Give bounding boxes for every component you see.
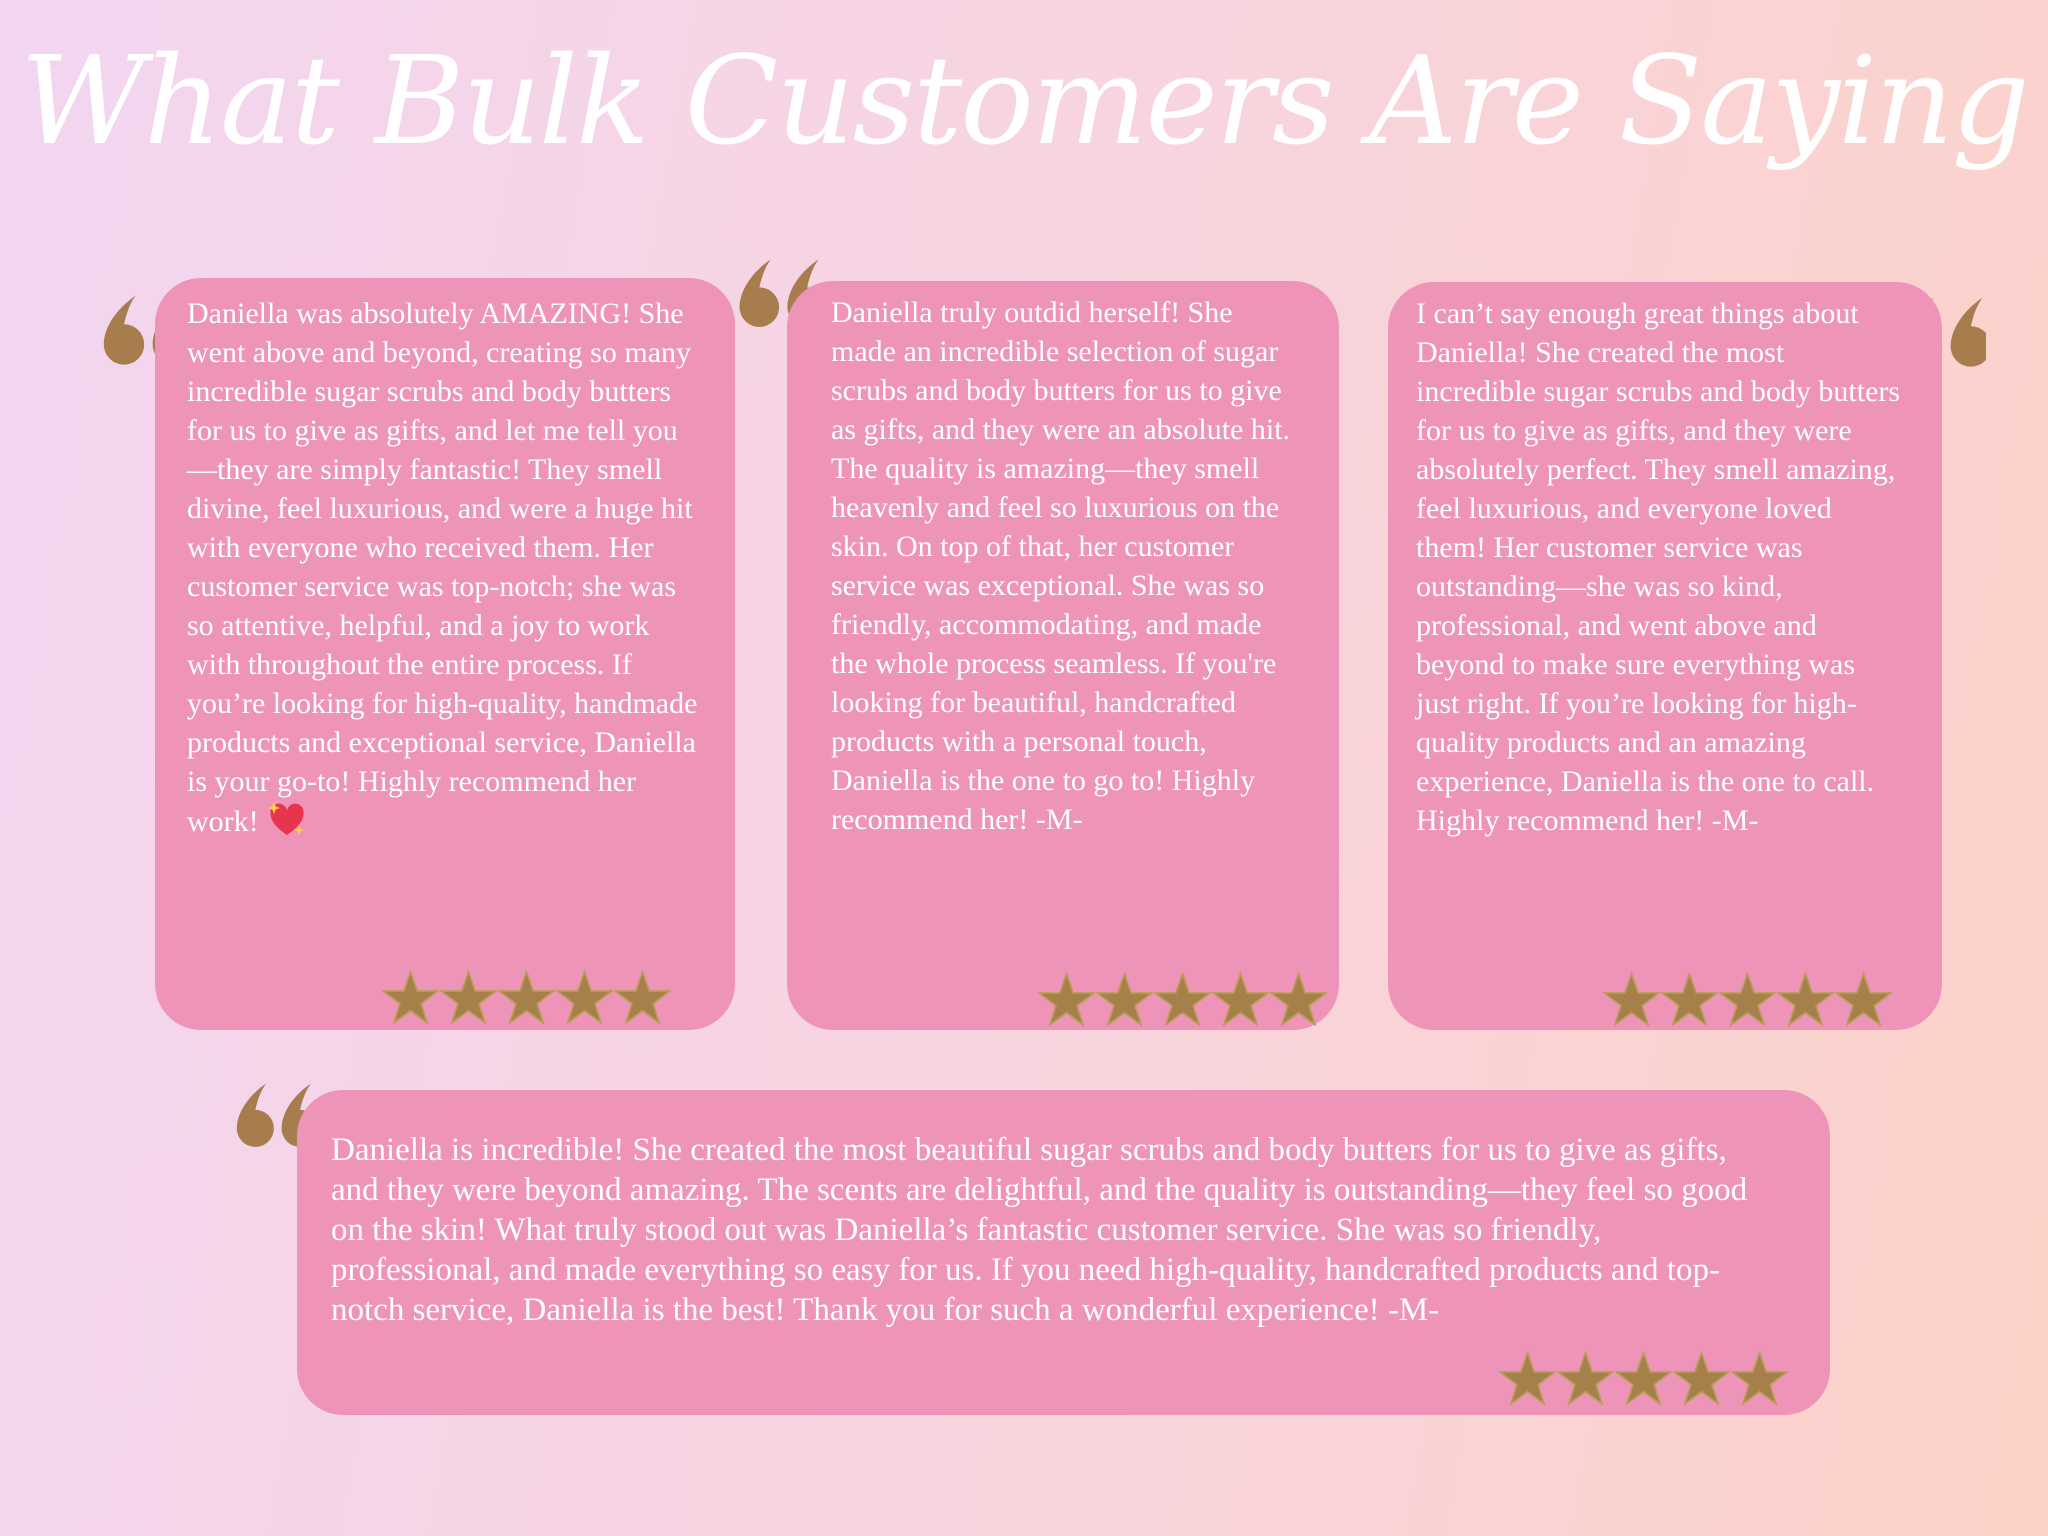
page-title: What Bulk Customers Are Saying [20, 30, 2028, 172]
star-icon [1499, 1351, 1556, 1405]
star-icon [1557, 1351, 1614, 1405]
star-icon [1731, 1351, 1788, 1405]
star-icon [1615, 1351, 1672, 1405]
testimonial-card-4 [297, 1090, 1830, 1415]
testimonial-card-3 [1388, 282, 1942, 1030]
testimonial-card-1 [155, 278, 735, 1030]
star-icon [1719, 972, 1776, 1026]
star-icon [1096, 972, 1153, 1026]
star-icon [1038, 972, 1095, 1026]
testimonial-card-2 [787, 281, 1339, 1030]
star-icon [1673, 1351, 1730, 1405]
testimonial-text: Daniella truly outdid herself! She made an incredible selection of sugar scrubs and body butters for us to give as gifts, and they were an absolute hit. The quality is amazing—they smell heavenly and feel so luxurious on the skin. On top of that, her customer service was exceptional. She was so friendly, accommodating, and made the whole process seamless. If you're looking for beautiful, handcrafted products with a personal touch, Daniella is the one to go to! Highly recommend her! -M- [831, 296, 1291, 836]
star-rating [1603, 972, 1892, 1026]
star-icon [382, 970, 439, 1024]
star-icon [556, 970, 613, 1024]
star-icon [1835, 972, 1892, 1026]
star-rating [1038, 972, 1327, 1026]
star-icon [1603, 972, 1660, 1026]
star-rating [1499, 1351, 1788, 1405]
star-icon [1154, 972, 1211, 1026]
star-rating [382, 970, 671, 1024]
star-icon [1270, 972, 1327, 1026]
sparkling-heart-icon [267, 801, 307, 848]
star-icon [1777, 972, 1834, 1026]
star-icon [498, 970, 555, 1024]
testimonial-text: Daniella was absolutely AMAZING! She went above and beyond, creating so many incredible sugar scrubs and body butters for us to give as gifts, and let me tell you—they are simply fantastic! They smell divine, feel luxurious, and were a huge hit with everyone who received them. Her customer service was top-notch; she was so attentive, helpful, and a joy to work with throughout the entire process. If you’re looking for high-quality, handmade products and exceptional service, Daniella is your go-to! Highly recommend her work! [187, 297, 698, 838]
star-icon [1212, 972, 1269, 1026]
testimonial-text: Daniella is incredible! She created the most beautiful sugar scrubs and body butters for us to give as gifts, and they were beyond amazing. The scents are delightful, and the quality is outstanding—they feel so good on the skin! What truly stood out was Daniella’s fantastic customer service. She was so friendly, professional, and made everything so easy for us. If you need high-quality, handcrafted products and top-notch service, Daniella is the best! Thank you for such a wonderful experience! -M- [331, 1132, 1748, 1328]
testimonial-text: I can’t say enough great things about Daniella! She created the most incredible sugar scrubs and body butters for us to give as gifts, and they were absolutely perfect. They smell amazing, feel luxurious, and everyone loved them! Her customer service was outstanding—she was so kind, professional, and went above and beyond to make sure everything was just right. If you’re looking for high-quality products and an amazing experience, Daniella is the one to call. Highly recommend her! -M- [1416, 297, 1901, 837]
star-icon [614, 970, 671, 1024]
star-icon [440, 970, 497, 1024]
star-icon [1661, 972, 1718, 1026]
